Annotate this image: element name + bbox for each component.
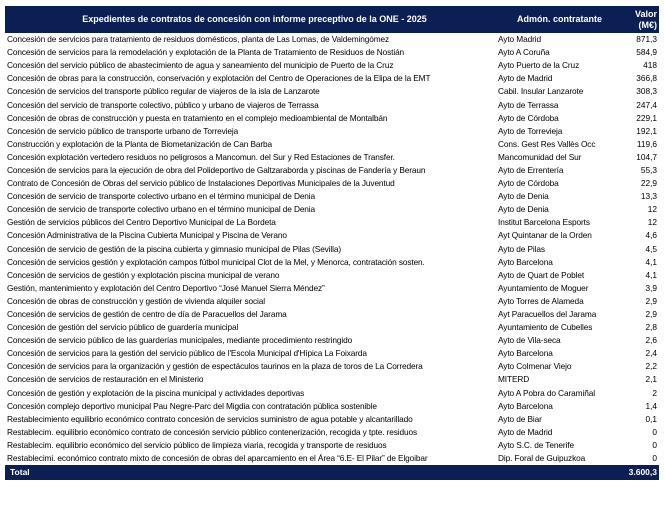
- table-row: [5, 295, 659, 308]
- row-admin: Ayto Barcelona: [498, 348, 553, 359]
- table-row: [5, 190, 659, 203]
- table-row: [5, 98, 659, 111]
- row-value: 0: [652, 439, 657, 450]
- row-value: 308,3: [636, 86, 657, 97]
- row-value: 247,4: [636, 99, 657, 110]
- row-admin: Ayto de Vila-seca: [498, 335, 561, 346]
- header-value: [623, 6, 659, 33]
- row-description: Restablecim. equilibrio económico del servicio público de limpieza viaria, recogida y transporte de residuos: [7, 439, 387, 450]
- table-row: [5, 216, 659, 229]
- row-description: Concesión de servicio de transporte colectivo urbano en el término municipal de Denia: [7, 191, 316, 202]
- row-admin: Mancomunidad del Sur: [498, 151, 582, 162]
- table-row: [5, 85, 659, 98]
- row-description: Gestión de servicios públicos del Centro Deportivo Municipal de La Bordeta: [7, 217, 276, 228]
- row-description: Contrato de Concesión de Obras del servicio público de Instalaciones Deportivas Municipales de la Juventud: [7, 178, 395, 189]
- table-row: [5, 243, 659, 256]
- table-row: [5, 177, 659, 190]
- total-label: Total: [5, 465, 623, 480]
- header-description: Expedientes de contratos de concesión con informe preceptivo de la ONE - 2025: [5, 6, 496, 33]
- row-admin: Ayto de Córdoba: [498, 178, 559, 189]
- row-description: Concesión del servicio público de abastecimiento de agua y saneamiento del municipio de Puerto de la Cruz: [7, 60, 394, 71]
- row-admin: Ayt Quintanar de la Orden: [498, 230, 592, 241]
- row-admin: Ayto A Coruña: [498, 47, 550, 58]
- row-value: 2,9: [645, 309, 657, 320]
- row-admin: Cabil. Insular Lanzarote: [498, 86, 584, 97]
- row-value: 418: [643, 60, 657, 71]
- row-admin: Ayto de Denia: [498, 191, 549, 202]
- table-row: [5, 164, 659, 177]
- table-row: [5, 203, 659, 216]
- table-row: [5, 400, 659, 413]
- row-admin: Ayto de Madrid: [498, 426, 553, 437]
- row-description: Concesión de obras de construcción y gestión de vivienda alquiler social: [7, 295, 265, 306]
- row-value: 2,4: [645, 348, 657, 359]
- row-admin: Cons. Gest Res Vallès Occ: [498, 138, 596, 149]
- table-header-row: [5, 6, 659, 33]
- table-row: [5, 125, 659, 138]
- row-description: Concesión de gestión del servicio público de guardería municipal: [7, 322, 239, 333]
- table-row: [5, 46, 659, 59]
- row-description: Concesión de servicios del transporte público regular de viajeros de la isla de Lanzarote: [7, 86, 320, 97]
- row-value: 2,2: [645, 361, 657, 372]
- row-value: 366,8: [636, 73, 657, 84]
- table-row: [5, 452, 659, 465]
- total-value: 3.600,3: [623, 465, 659, 480]
- row-admin: Ayt Paracuellos del Jarama: [498, 309, 597, 320]
- row-value: 0: [652, 453, 657, 464]
- row-description: Concesión de servicio de gestión de la piscina cubierta y gimnasio municipal de Pilas (Sevilla): [7, 243, 342, 254]
- header-admin: Admón. contratante: [496, 6, 623, 33]
- row-admin: Ayto Colmenar Viejo: [498, 361, 572, 372]
- table-row: [5, 439, 659, 452]
- row-value: 2,6: [645, 335, 657, 346]
- row-description: Concesión de servicios para la ejecución de obra del Polideportivo de Galtzaraborda y piscinas de Fandería y Beraun: [7, 164, 426, 175]
- row-admin: Ayto de Quart de Poblet: [498, 269, 585, 280]
- row-value: 2,9: [645, 295, 657, 306]
- row-admin: Ayto de Biar: [498, 413, 542, 424]
- row-value: 4,6: [645, 230, 657, 241]
- row-value: 4,1: [645, 269, 657, 280]
- row-value: 55,3: [640, 164, 657, 175]
- row-description: Concesión de obras para la construcción, conservación y explotación del Centro de Operaciones de la Elipa de la EMT: [7, 73, 431, 84]
- row-description: Concesión de servicios para la remodelación y explotación de la Planta de Tratamiento de Residuos de Nostián: [7, 47, 405, 58]
- row-admin: Ayto de Madrid: [498, 73, 553, 84]
- table-row: [5, 229, 659, 242]
- row-value: 192,1: [636, 125, 657, 136]
- row-description: Gestión, mantenimiento y explotación del Centro Deportivo “José Manuel Sierra Méndez”: [7, 282, 325, 293]
- row-value: 12: [647, 217, 657, 228]
- row-description: Concesión de servicios de gestión y explotación piscina municipal de verano: [7, 269, 280, 280]
- row-description: Concesión de servicio público de transporte urbano de Torrevieja: [7, 125, 239, 136]
- row-value: 13,3: [640, 191, 657, 202]
- table-row: [5, 413, 659, 426]
- row-admin: Ayto S.C. de Tenerife: [498, 439, 574, 450]
- row-description: Concesión de obras de construcción y puesta en tratamiento en el complejo medioambiental de Montalbán: [7, 112, 388, 123]
- table-row: [5, 151, 659, 164]
- row-admin: Ayto de Pilas: [498, 243, 545, 254]
- table-row: [5, 59, 659, 72]
- row-admin: Ayuntamiento de Moguer: [498, 282, 589, 293]
- row-description: Concesión Administrativa de la Piscina Cubierta Municipal y Piscina de Verano: [7, 230, 287, 241]
- table-row: [5, 112, 659, 125]
- row-description: Concesión de servicio de transporte colectivo urbano en el término municipal de Denia: [7, 204, 316, 215]
- row-value: 2,1: [645, 374, 657, 385]
- row-value: 3,9: [645, 282, 657, 293]
- row-description: Concesión de servicios para tratamiento de residuos domésticos, planta de Las Lomas, de Valdemingómez: [7, 34, 390, 45]
- row-value: 119,6: [636, 138, 657, 149]
- row-value: 12: [647, 204, 657, 215]
- row-description: Concesión de gestión y explotación de la piscina municipal y actividades deportivas: [7, 387, 305, 398]
- table-row: [5, 33, 659, 46]
- row-admin: Ayto Madrid: [498, 34, 542, 45]
- row-admin: Ayto Barcelona: [498, 400, 553, 411]
- row-admin: Ayto Puerto de la Cruz: [498, 60, 580, 71]
- row-admin: Ayto Barcelona: [498, 256, 553, 267]
- row-admin: Institut Barcelona Esports: [498, 217, 590, 228]
- row-value: 871,3: [636, 34, 657, 45]
- row-description: Concesión del servicio de transporte colectivo, público y urbano de viajeros de Terrassa: [7, 99, 319, 110]
- row-description: Concesión de servicios para la gestión del servicio público de l'Escola Municipal d'Hípica La Foixarda: [7, 348, 367, 359]
- row-admin: Ayto de Errentería: [498, 164, 564, 175]
- row-description: Concesión de servicios de restauración en el Ministerio: [7, 374, 204, 385]
- total-row: [5, 465, 659, 480]
- table-row: [5, 308, 659, 321]
- concession-contracts-table-container: [5, 6, 659, 480]
- row-description: Restablecimiento equilibrio económico contrato concesión de servicios suministro de agua potable y alcantarillado: [7, 413, 413, 424]
- table-row: [5, 387, 659, 400]
- row-value: 1,4: [645, 400, 657, 411]
- table-row: [5, 373, 659, 386]
- row-description: Concesión de servicios gestión y explotación campos fútbol municipal Clot de la Mel, y Menorca, contratación sosten.: [7, 256, 425, 267]
- row-description: Concesión de servicios de gestión de centro de día de Paracuellos del Jarama: [7, 309, 287, 320]
- header-value-line2: (M€): [638, 19, 657, 30]
- table-row: [5, 269, 659, 282]
- row-value: 0,1: [645, 413, 657, 424]
- row-description: Concesión de servicios para la organización y gestión de espectáculos taurinos en la plaza de toros de La Corredera: [7, 361, 423, 372]
- row-value: 104,7: [636, 151, 657, 162]
- table-row: [5, 256, 659, 269]
- row-value: 2,8: [645, 322, 657, 333]
- row-admin: Dip. Foral de Guipuzkoa: [498, 453, 586, 464]
- table-row: [5, 360, 659, 373]
- row-description: Concesión explotación vertedero residuos no peligrosos a Mancomun. del Sur y Red Estaciones de Transfer.: [7, 151, 395, 162]
- row-value: 4,5: [645, 243, 657, 254]
- header-value-line1: Valor: [634, 8, 657, 19]
- row-description: Restablecim. equilibrio económico contrato de concesión servicio público contenerización, recogida y tpte. residuos: [7, 426, 418, 437]
- table-row: [5, 72, 659, 85]
- row-value: 0: [652, 426, 657, 437]
- row-admin: Ayto de Denia: [498, 204, 549, 215]
- row-description: Construcción y explotación de la Planta de Biometanización de Can Barba: [7, 138, 272, 149]
- row-description: Concesión de servicio público de las guarderías municipales, mediante procedimiento restringido: [7, 335, 353, 346]
- row-description: Restablecimi. económico contrato mixto de concesión de obras del aparcamiento en el Área “6.E- El Pilar” de Elgoibar: [7, 453, 428, 464]
- row-admin: Ayto A Pobra do Caramiñal: [498, 387, 595, 398]
- row-value: 229,1: [636, 112, 657, 123]
- row-admin: Ayto de Terrassa: [498, 99, 559, 110]
- row-description: Concesión complejo deportivo municipal Pau Negre-Parc del Migdia con contratación pública sostenible: [7, 400, 377, 411]
- row-value: 584,9: [636, 47, 657, 58]
- row-admin: Ayto Torres de Alameda: [498, 295, 584, 306]
- row-admin: MITERD: [498, 374, 530, 385]
- row-value: 4,1: [645, 256, 657, 267]
- row-admin: Ayto de Córdoba: [498, 112, 559, 123]
- table-row: [5, 426, 659, 439]
- row-admin: Ayto de Torrevieja: [498, 125, 563, 136]
- row-value: 2: [652, 387, 657, 398]
- row-value: 22,9: [640, 178, 657, 189]
- table-body: [5, 33, 659, 465]
- table-row: [5, 321, 659, 334]
- table-row: [5, 282, 659, 295]
- concession-contracts-table: [5, 6, 659, 480]
- table-row: [5, 347, 659, 360]
- table-row: [5, 138, 659, 151]
- row-admin: Ayuntamiento de Cubelles: [498, 322, 593, 333]
- table-row: [5, 334, 659, 347]
